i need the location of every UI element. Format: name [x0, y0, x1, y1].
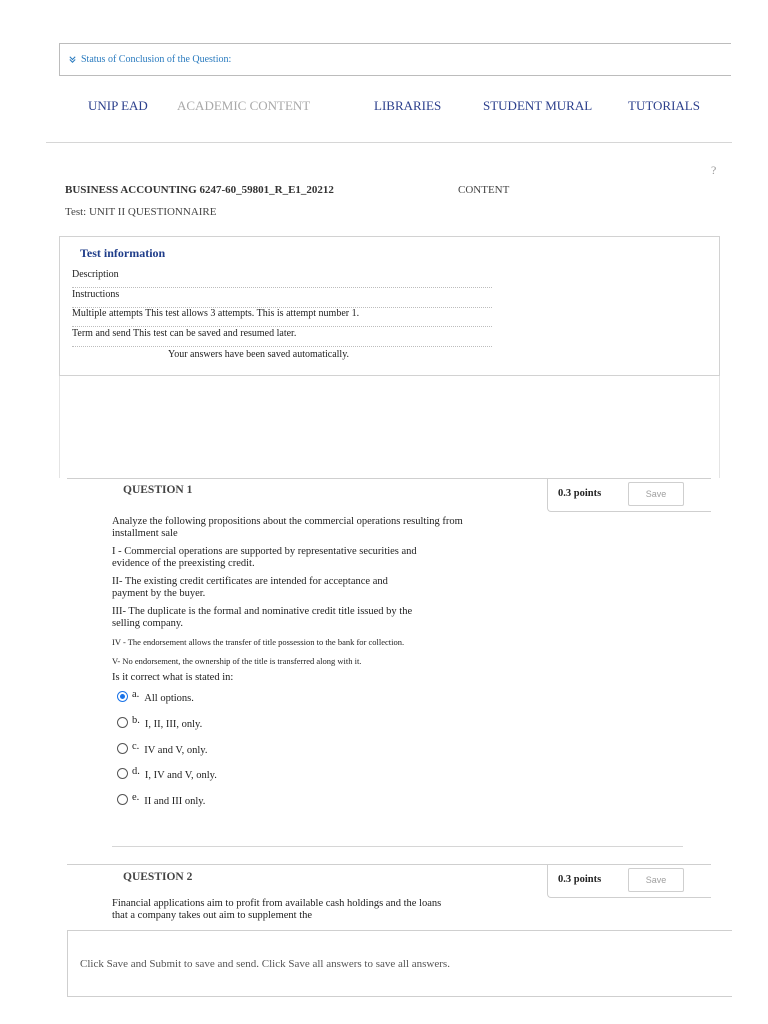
option-letter: a. [132, 689, 140, 700]
option-text: All options. [144, 693, 194, 704]
nav-tutorials[interactable]: TUTORIALS [628, 98, 700, 113]
option-letter: e. [132, 792, 140, 803]
submit-footer [67, 930, 732, 997]
status-label: Status of Conclusion of the Question: [81, 54, 232, 65]
radio[interactable] [117, 794, 128, 805]
test-information-heading: Test information [80, 246, 166, 260]
question-1-line: II- The existing credit certificates are intended for acceptance and payment by the buyer. [112, 576, 388, 599]
question-1-option-e[interactable] [117, 793, 205, 807]
radio[interactable] [117, 743, 128, 754]
test-information-panel [59, 236, 720, 376]
main-nav [0, 94, 768, 118]
option-letter: d. [132, 766, 140, 777]
autosave-notice: Your answers have been saved automatically. [168, 349, 350, 360]
question-1-points-box [547, 478, 711, 512]
nav-libraries[interactable]: LIBRARIES [374, 98, 442, 113]
nav-academic-content[interactable]: ACADEMIC CONTENT [177, 98, 311, 113]
question-1-option-a[interactable] [117, 690, 194, 704]
info-term-and-send: Term and send This test can be saved and resumed later. [72, 328, 492, 347]
nav-unip-ead[interactable]: UNIP EAD [88, 98, 148, 113]
status-toggle[interactable] [68, 54, 231, 65]
question-1-line: IV - The endorsement allows the transfer of title possession to the bank for collection. [112, 637, 405, 647]
info-multiple-attempts: Multiple attempts This test allows 3 attempts. This is attempt number 1. [72, 308, 492, 327]
spacer-panel [59, 376, 720, 478]
question-2-line: Financial applications aim to profit from available cash holdings and the loans that a company takes out aim to supplement the [112, 898, 442, 921]
question-status-panel [59, 43, 731, 76]
content-breadcrumb[interactable]: CONTENT [458, 184, 510, 196]
question-1-title: QUESTION 1 [123, 484, 193, 496]
question-1-line: I - Commercial operations are supported by representative securities and evidence of the preexisting credit. [112, 546, 417, 569]
double-chevron-down-icon [68, 55, 77, 64]
radio[interactable] [117, 768, 128, 779]
question-2-title: QUESTION 2 [123, 871, 193, 883]
question-2-save-button[interactable]: Save [628, 868, 684, 892]
question-2-points: 0.3 points [558, 874, 602, 885]
question-separator [112, 846, 683, 847]
question-2-body [112, 898, 457, 922]
info-description: Description [72, 269, 492, 288]
question-1-line: V- No endorsement, the ownership of the title is transferred along with it. [112, 656, 362, 666]
option-letter: b. [132, 715, 140, 726]
question-1-option-d[interactable] [117, 767, 217, 781]
question-2-points-box [547, 864, 711, 898]
question-1-option-b[interactable] [117, 716, 202, 730]
radio-selected[interactable] [117, 691, 128, 702]
option-text: I, II, III, only. [144, 719, 203, 730]
question-1-option-c[interactable] [117, 742, 208, 756]
question-1-points: 0.3 points [558, 488, 602, 499]
option-text: I, IV and V, only. [144, 770, 217, 781]
question-1-line: Analyze the following propositions about the commercial operations resulting from installment sale [112, 516, 463, 539]
question-1-prompt: Is it correct what is stated in: [112, 672, 234, 683]
option-letter: c. [132, 741, 140, 752]
nav-divider [46, 142, 732, 143]
submit-instructions: Click Save and Submit to save and send. Click Save all answers to save all answers. [80, 958, 450, 970]
course-title: BUSINESS ACCOUNTING 6247-60_59801_R_E1_20212 [65, 184, 334, 196]
question-1-line: III- The duplicate is the formal and nominative credit title issued by the selling company. [112, 606, 413, 629]
radio[interactable] [117, 717, 128, 728]
question-1-body [112, 516, 502, 684]
question-1-save-button[interactable]: Save [628, 482, 684, 506]
option-text: IV and V, only. [144, 745, 208, 756]
test-title: Test: UNIT II QUESTIONNAIRE [65, 206, 217, 218]
help-icon[interactable]: ? [711, 163, 717, 177]
nav-student-mural[interactable]: STUDENT MURAL [483, 98, 593, 113]
info-instructions: Instructions [72, 289, 492, 308]
status-topline [387, 42, 612, 43]
option-text: II and III only. [144, 796, 206, 807]
